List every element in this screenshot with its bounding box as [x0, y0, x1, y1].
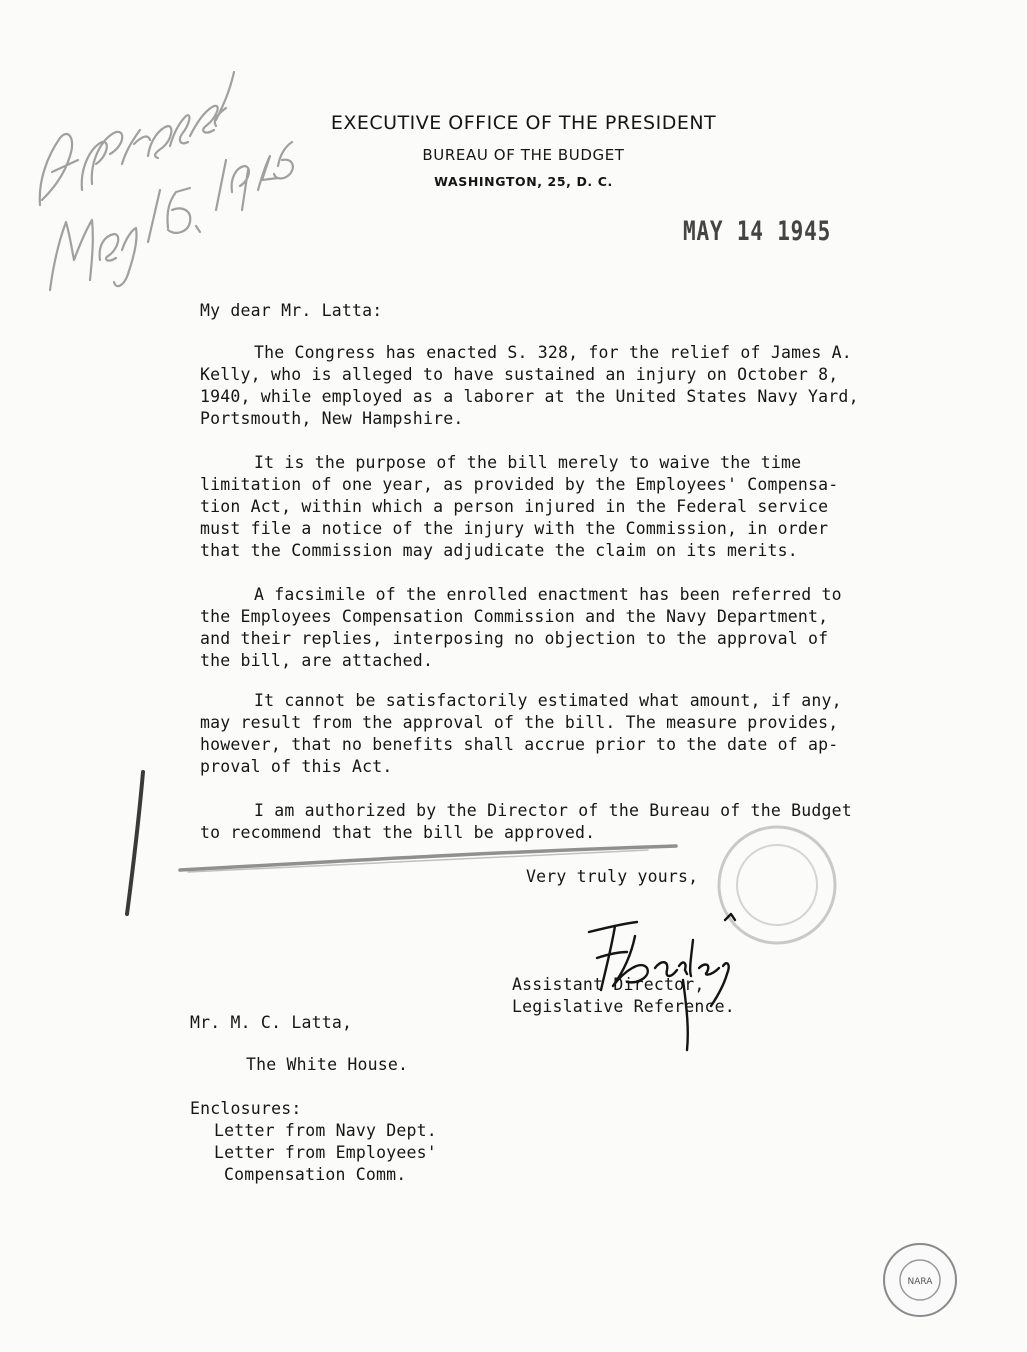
date-stamp: MAY 14 1945: [683, 216, 832, 247]
signer-title-line-2: Legislative Reference.: [512, 997, 735, 1016]
paragraph-line: and their replies, interposing no objection to the approval of: [200, 629, 829, 648]
paragraph-line: that the Commission may adjudicate the claim on its merits.: [200, 541, 798, 560]
paragraph-line: Portsmouth, New Hampshire.: [200, 409, 464, 428]
archive-seal: [880, 1240, 960, 1320]
closing: Very truly yours,: [526, 867, 699, 886]
signer-title-line-1: Assistant Director,: [512, 975, 705, 994]
salutation: My dear Mr. Latta:: [200, 301, 383, 320]
paragraph-line: limitation of one year, as provided by the Employees' Compensa-: [200, 475, 839, 494]
paragraph-line: proval of this Act.: [200, 757, 393, 776]
paragraph-line: 1940, while employed as a laborer at the United States Navy Yard,: [200, 387, 859, 406]
paragraph-3: [200, 584, 842, 672]
paragraph-line: A facsimile of the enrolled enactment has been referred to: [254, 585, 842, 604]
letterhead-city: WASHINGTON, 25, D. C.: [434, 174, 613, 189]
paragraph-line: must file a notice of the injury with the Commission, in order: [200, 519, 829, 538]
paragraph-line: the Employees Compensation Commission and the Navy Department,: [200, 607, 829, 626]
letterhead-office: EXECUTIVE OFFICE OF THE PRESIDENT: [330, 112, 717, 134]
enclosure-item: Letter from Navy Dept.: [214, 1121, 437, 1140]
svg-text:NARA: NARA: [907, 1277, 933, 1287]
paragraph-2: [200, 452, 838, 562]
enclosure-item: Compensation Comm.: [224, 1165, 407, 1184]
paragraph-line: The Congress has enacted S. 328, for the relief of James A.: [254, 343, 852, 362]
enclosure-item: Letter from Employees': [214, 1143, 437, 1162]
paragraph-line: It is the purpose of the bill merely to waive the time: [254, 453, 802, 472]
paragraph-line: I am authorized by the Director of the Bureau of the Budget: [254, 801, 852, 820]
paragraph-line: to recommend that the bill be approved.: [200, 823, 596, 842]
paragraph-line: It cannot be satisfactorily estimated what amount, if any,: [254, 691, 842, 710]
paragraph-4: [200, 690, 842, 778]
letterhead-bureau: BUREAU OF THE BUDGET: [422, 146, 625, 164]
recipient-name: Mr. M. C. Latta,: [190, 1013, 353, 1032]
recipient-place: The White House.: [246, 1055, 409, 1074]
paragraph-line: Kelly, who is alleged to have sustained an injury on October 8,: [200, 365, 839, 384]
paragraph-line: the bill, are attached.: [200, 651, 434, 670]
paragraph-1: [200, 342, 859, 430]
paragraph-line: may result from the approval of the bill. The measure provides,: [200, 713, 839, 732]
paragraph-line: however, that no benefits shall accrue prior to the date of ap-: [200, 735, 839, 754]
paragraph-line: tion Act, within which a person injured in the Federal service: [200, 497, 829, 516]
enclosures-heading: Enclosures:: [190, 1099, 302, 1118]
pencil-margin-mark: [115, 768, 155, 918]
